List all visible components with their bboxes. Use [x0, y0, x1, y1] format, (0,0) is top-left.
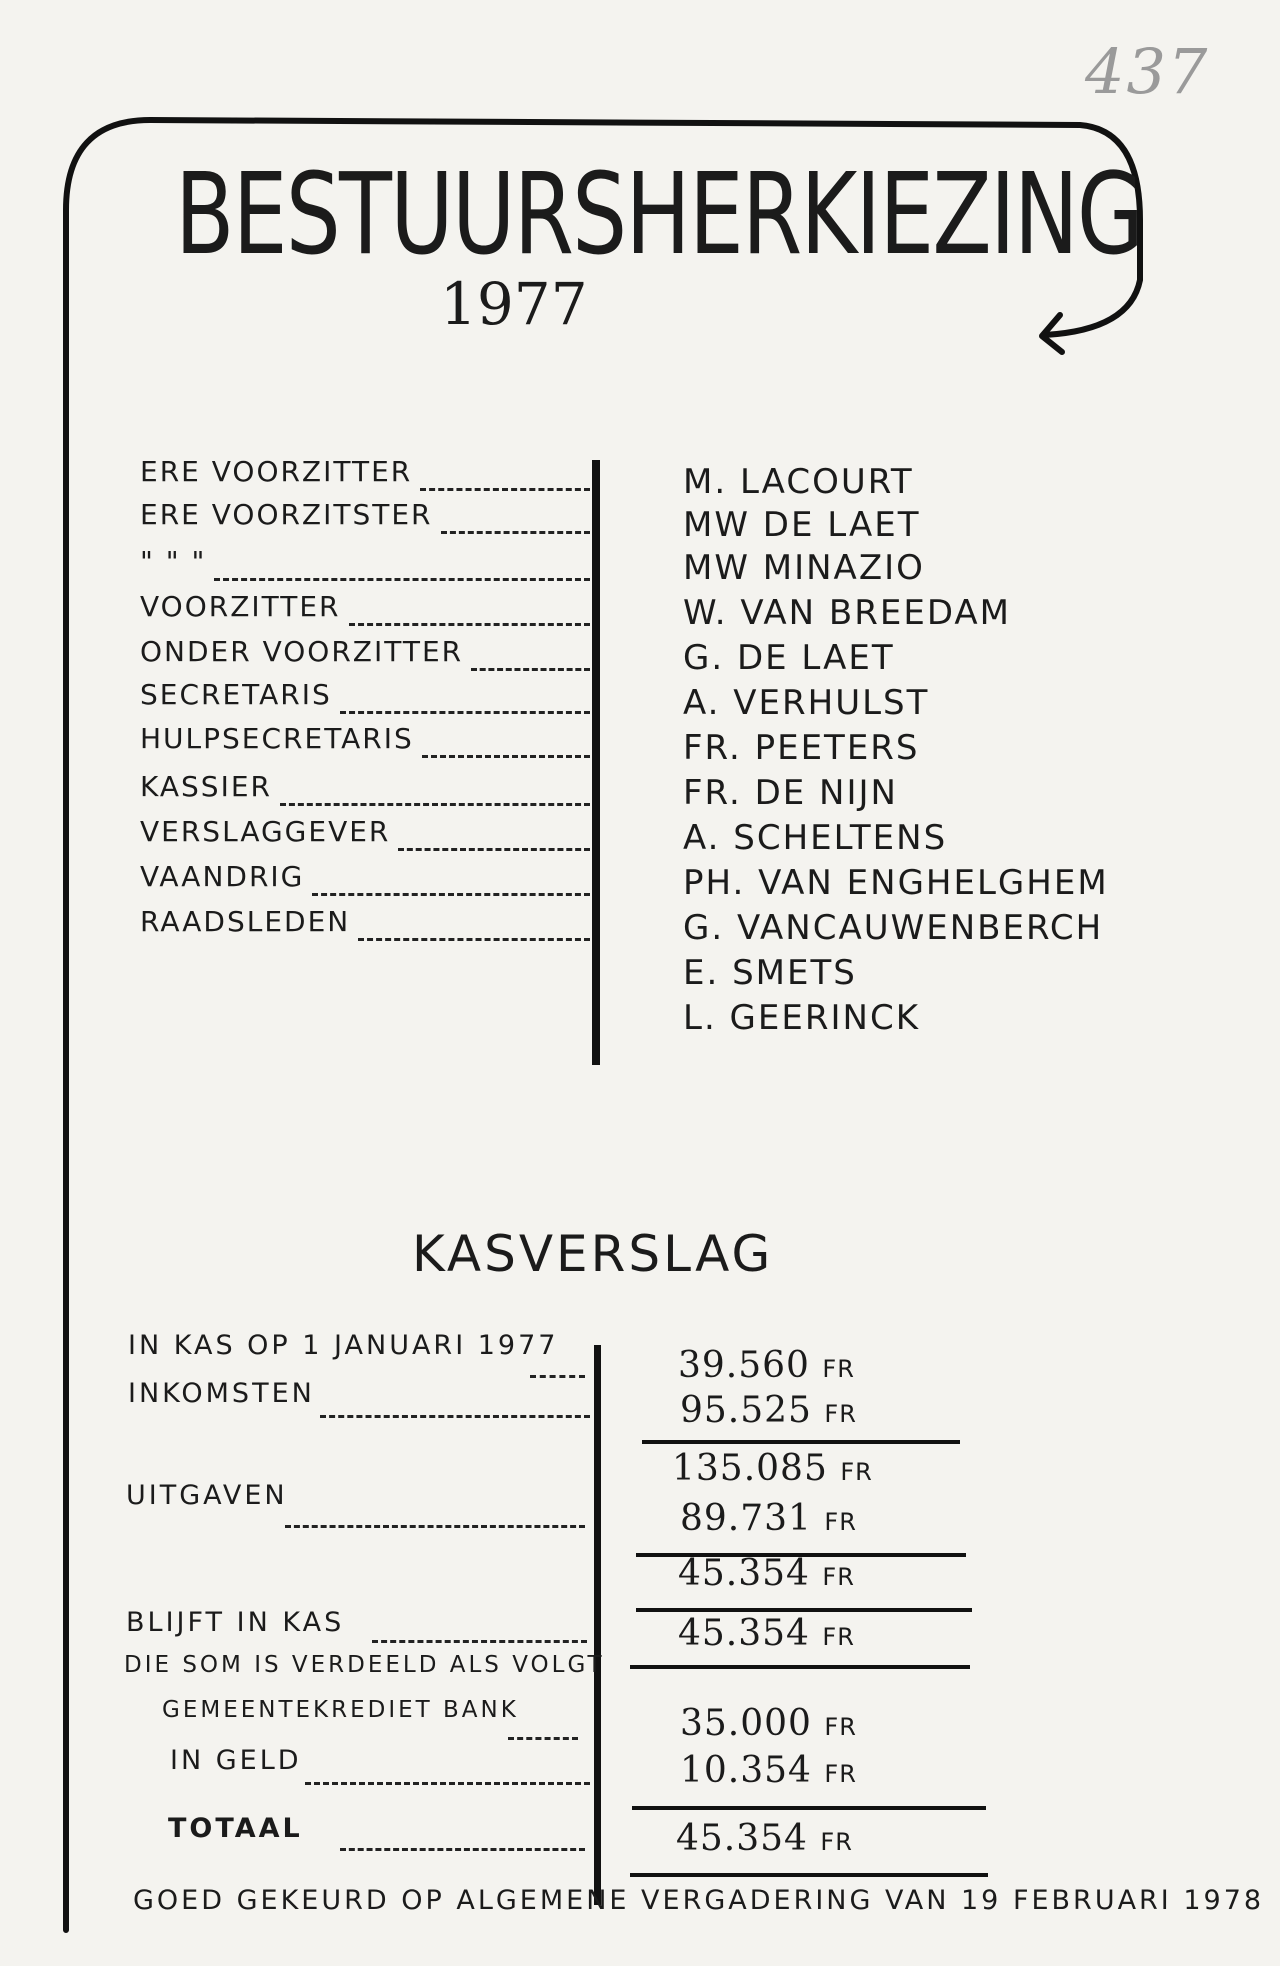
- board-role: ONDER VOORZITTER: [140, 635, 464, 668]
- geld-label: IN GELD: [170, 1745, 302, 1776]
- bank-amount: [680, 1703, 857, 1744]
- board-role-row: [140, 455, 590, 499]
- board-role: " " ": [140, 545, 207, 578]
- uitgaven-value: 89.731: [680, 1498, 812, 1539]
- bank-leader: [508, 1737, 578, 1740]
- page-number: 437: [1085, 35, 1210, 108]
- result-value: 45.354: [678, 1553, 810, 1594]
- year: 1977: [440, 270, 588, 338]
- board-role: RAADSLEDEN: [140, 905, 351, 938]
- blijft-leader: [372, 1640, 587, 1643]
- kasverslag-title: KASVERSLAG: [412, 1225, 774, 1283]
- board-role: KASSIER: [140, 770, 272, 803]
- board-member: FR. PEETERS: [683, 728, 920, 768]
- totaal-rule: [632, 1806, 986, 1810]
- leader-dashes: [214, 578, 590, 581]
- currency-label: FR: [820, 1828, 853, 1856]
- board-role-row: [140, 722, 590, 766]
- board-role-row: [140, 678, 590, 722]
- currency-label: FR: [822, 1623, 855, 1651]
- leader-dashes: [441, 531, 591, 534]
- board-member: A. VERHULST: [683, 683, 930, 723]
- currency-label: FR: [822, 1563, 855, 1591]
- board-role-row: [140, 770, 590, 814]
- board-role: VOORZITTER: [140, 590, 341, 623]
- blijft-underline: [630, 1665, 970, 1669]
- currency-label: FR: [840, 1458, 873, 1486]
- board-role: ERE VOORZITTER: [140, 455, 413, 488]
- currency-label: FR: [824, 1760, 857, 1788]
- inkomsten-label: INKOMSTEN: [128, 1378, 315, 1409]
- leader-dashes: [349, 623, 591, 626]
- page-title: BESTUURSHERKIEZING: [175, 150, 1143, 280]
- result-underline: [636, 1608, 972, 1612]
- leader-dashes: [312, 893, 590, 896]
- board-member: M. LACOURT: [683, 462, 914, 502]
- board-role: SECRETARIS: [140, 678, 332, 711]
- bank-value: 35.000: [680, 1703, 812, 1744]
- board-member: G. DE LAET: [683, 638, 895, 678]
- board-member: W. VAN BREEDAM: [683, 593, 1012, 633]
- in-kas-leader: [530, 1375, 585, 1378]
- board-member: L. GEERINCK: [683, 998, 920, 1038]
- uitgaven-label: UITGAVEN: [126, 1480, 288, 1511]
- board-member: MW DE LAET: [683, 505, 921, 545]
- board-role-row: [140, 498, 590, 542]
- board-role-row: [140, 635, 590, 679]
- board-role-row: [140, 815, 590, 859]
- blijft-value: 45.354: [678, 1613, 810, 1654]
- blijft-amount: [678, 1613, 855, 1654]
- leader-dashes: [420, 488, 590, 491]
- board-member: MW MINAZIO: [683, 548, 925, 588]
- board-member: G. VANCAUWENBERCH: [683, 908, 1104, 948]
- currency-label: FR: [824, 1713, 857, 1741]
- totaal-amount: [676, 1818, 853, 1859]
- leader-dashes: [358, 938, 590, 941]
- board-role: ERE VOORZITSTER: [140, 498, 433, 531]
- leader-dashes: [340, 711, 590, 714]
- board-role-row: [140, 590, 590, 634]
- in-kas-value: 39.560: [678, 1345, 810, 1386]
- subtotal-rule: [642, 1440, 960, 1444]
- board-member: PH. VAN ENGHELGHEM: [683, 863, 1109, 903]
- board-role: VAANDRIG: [140, 860, 305, 893]
- subtotal-value: 135.085: [672, 1448, 828, 1489]
- verdeeld-label: DIE SOM IS VERDEELD ALS VOLGT: [124, 1652, 605, 1678]
- board-divider: [592, 460, 600, 1065]
- geld-value: 10.354: [680, 1750, 812, 1791]
- board-role-row: [140, 860, 590, 904]
- inkomsten-value: 95.525: [680, 1390, 812, 1431]
- board-member: FR. DE NIJN: [683, 773, 898, 813]
- uitgaven-amount: [680, 1498, 857, 1539]
- in-kas-label: IN KAS OP 1 JANUARI 1977: [128, 1330, 559, 1361]
- totaal-underline: [630, 1873, 988, 1877]
- in-kas-amount: [678, 1345, 855, 1386]
- subtotal-amount: [672, 1448, 873, 1489]
- board-member: A. SCHELTENS: [683, 818, 948, 858]
- bank-label: GEMEENTEKREDIET BANK: [162, 1697, 519, 1723]
- board-member: E. SMETS: [683, 953, 857, 993]
- currency-label: FR: [824, 1400, 857, 1428]
- currency-label: FR: [824, 1508, 857, 1536]
- inkomsten-amount: [680, 1390, 857, 1431]
- totaal-label: TOTAAL: [168, 1813, 303, 1844]
- board-role: VERSLAGGEVER: [140, 815, 391, 848]
- totaal-value: 45.354: [676, 1818, 808, 1859]
- currency-label: FR: [822, 1355, 855, 1383]
- board-role-row: [140, 905, 590, 949]
- board-role-row: [140, 545, 590, 589]
- geld-leader: [305, 1782, 590, 1785]
- kasverslag-divider: [594, 1345, 601, 1905]
- totaal-leader: [340, 1848, 585, 1851]
- leader-dashes: [398, 848, 590, 851]
- board-role: HULPSECRETARIS: [140, 722, 414, 755]
- blijft-label: BLIJFT IN KAS: [126, 1607, 345, 1638]
- approval-footer: GOED GEKEURD OP ALGEMENE VERGADERING VAN 19 FEBRUARI 1978: [133, 1885, 1265, 1916]
- leader-dashes: [280, 803, 590, 806]
- result-amount: [678, 1553, 855, 1594]
- inkomsten-leader: [320, 1415, 590, 1418]
- leader-dashes: [471, 668, 590, 671]
- uitgaven-leader: [285, 1525, 585, 1528]
- leader-dashes: [422, 755, 590, 758]
- geld-amount: [680, 1750, 857, 1791]
